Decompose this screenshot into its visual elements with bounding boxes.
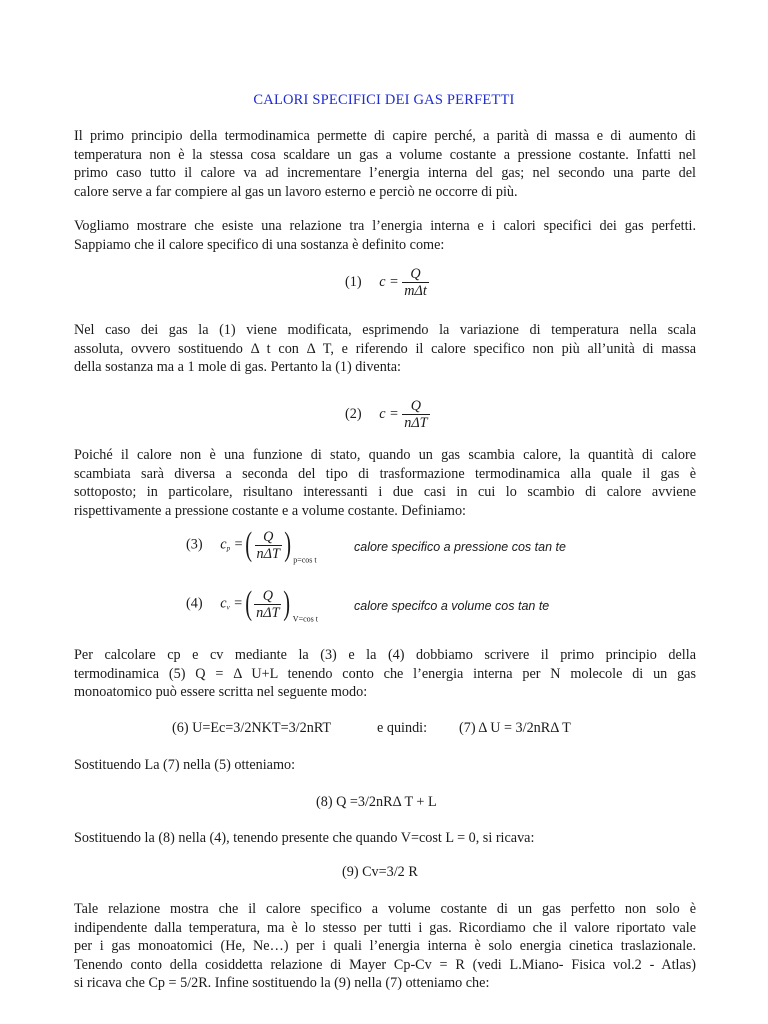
denominator: nΔT xyxy=(404,415,428,431)
right-paren: ) xyxy=(283,585,291,622)
text-line: monoatomico può essere scritta nel seguente modo: xyxy=(74,684,368,701)
paragraph-state-function xyxy=(74,446,696,520)
text-line: indipendente dalla temperatura, ma è lo stesso per tutti i gas. Ricordiamo che il valore riportato vale xyxy=(74,919,696,936)
numerator: Q xyxy=(402,266,429,283)
equation-8: (8) Q =3/2nRΔ T + L xyxy=(316,794,437,810)
text-line: Tale relazione mostra che il calore specifico a volume costante di un gas perfetto non solo è xyxy=(74,901,696,917)
paragraph-substitute-8 xyxy=(74,829,696,848)
equation-6: (6) U=Ec=3/2NKT=3/2nRT xyxy=(172,720,332,736)
left-paren: ( xyxy=(245,585,252,622)
text-line: Il primo principio della termodinamica permette di capire perché, a parità di massa e di aumento di xyxy=(74,128,696,144)
equation-subscript: p xyxy=(226,544,231,553)
paragraph-intro xyxy=(74,127,696,201)
text-line: primo caso tutto il calore va ad incrementare l’energia interna del gas; nel secondo una parte del xyxy=(74,165,696,182)
equation-9: (9) Cv=3/2 R xyxy=(342,864,418,880)
equation-label: (2) xyxy=(345,405,362,422)
text-line: Vogliamo mostrare che esiste una relazione tra l’energia interna e i calori specifici dei gas perfetti. xyxy=(74,218,696,234)
equation-subscript: v xyxy=(226,603,230,612)
equation-lhs: c = xyxy=(379,273,399,290)
paragraph-relation xyxy=(74,217,696,254)
text-line: termodinamica (5) Q = Δ U+L tenendo conto che l’energia interna per N molecole di un gas xyxy=(74,665,696,682)
equation-7: (7) Δ U = 3/2nRΔ T xyxy=(459,720,571,736)
text-line: per i gas monoatomici (He, Ne…) per i quali l’energia interna è solo energia cinetica traslazionale. xyxy=(74,938,696,955)
text-line: della sostanza ma a 1 mole di gas. Pertanto la (1) diventa: xyxy=(74,359,401,376)
left-paren: ( xyxy=(245,526,253,563)
fraction xyxy=(402,266,429,299)
right-paren: ) xyxy=(284,526,291,563)
denominator: mΔt xyxy=(404,283,427,299)
fraction xyxy=(255,529,282,562)
numerator: Q xyxy=(254,588,281,605)
text-line: assoluta, ovvero sostituendo Δ t con Δ T, e riferendo il calore specifico non più all’unità di massa xyxy=(74,340,696,357)
equation-lhs: c = xyxy=(379,405,399,422)
equation-4: (4) cv =( $\frac{Q}{\text{nΔT}}$ ) $_{V=cos t}$ xyxy=(186,585,318,624)
equation-2 xyxy=(345,398,430,431)
equation-symbol: c xyxy=(220,536,227,553)
denominator: nΔT xyxy=(256,604,280,621)
equation-label: (4) xyxy=(186,595,203,612)
text-line: Per calcolare cp e cv mediante la (3) e la (4) dobbiamo scrivere il primo principio della xyxy=(74,647,696,663)
equation-condition: p=cos t xyxy=(293,555,317,565)
numerator: Q xyxy=(255,529,282,546)
equation-6-connector: e quindi: xyxy=(377,720,428,736)
text-line: sottoposto; in particolare, risultano interessanti i due casi in cui lo scambio di calore avviene xyxy=(74,484,696,501)
equation-1 xyxy=(345,266,429,299)
paragraph-compute xyxy=(74,646,696,702)
text-line: Sostituendo La (7) nella (5) otteniamo: xyxy=(74,757,296,773)
text-line: si ricava che Cp = 5/2R. Infine sostituendo la (9) nella (7) otteniamo che: xyxy=(74,975,490,992)
fraction xyxy=(254,588,281,621)
paragraph-conclusion xyxy=(74,900,696,993)
equation-4-description: calore specifco a volume cos tan te xyxy=(354,599,550,613)
denominator: nΔT xyxy=(256,545,280,562)
equation-3: (3) cp =( $\frac{Q}{\text{nΔT}}$ ) $_{p=cos t}$ xyxy=(186,526,317,565)
text-line: Sappiamo che il calore specifico di una sostanza è definito come: xyxy=(74,236,445,253)
equation-3-description: calore specifico a pressione cos tan te xyxy=(354,540,566,554)
text-line: scambiata sarà diversa a seconda del tipo di trasformazione termodinamica alla quale il gas è xyxy=(74,465,696,482)
paragraph-gas-case xyxy=(74,321,696,377)
text-line: Sostituendo la (8) nella (4), tenendo presente che quando V=cost L = 0, si ricava: xyxy=(74,830,535,846)
text-line: Tenendo conto della cosiddetta relazione di Mayer Cp-Cv = R (vedi L.Miano- Fisica vol.2 - Atlas) xyxy=(74,956,696,973)
equation-symbol: c xyxy=(220,595,227,612)
text-line: Nel caso dei gas la (1) viene modificata, esprimendo la variazione di temperatura nella scala xyxy=(74,322,696,338)
equation-condition: V=cos t xyxy=(292,614,318,624)
text-line: Poiché il calore non è una funzione di stato, quando un gas scambia calore, la quantità di calore xyxy=(74,447,696,463)
text-line: calore serve a far compiere al gas un lavoro esterno e perciò ne occorre di più. xyxy=(74,183,518,200)
text-line: temperatura non è la stessa cosa scaldare un gas a volume costante a pressione costante. Infatti nel xyxy=(74,146,696,163)
fraction xyxy=(402,398,429,431)
paragraph-substitute-7 xyxy=(74,756,696,775)
equation-label: (1) xyxy=(345,273,362,290)
text-line: rispettivamente a pressione costante e a volume costante. Definiamo: xyxy=(74,502,466,519)
numerator: Q xyxy=(402,398,429,415)
document-title: CALORI SPECIFICI DEI GAS PERFETTI xyxy=(253,92,515,108)
equation-label: (3) xyxy=(186,536,203,553)
